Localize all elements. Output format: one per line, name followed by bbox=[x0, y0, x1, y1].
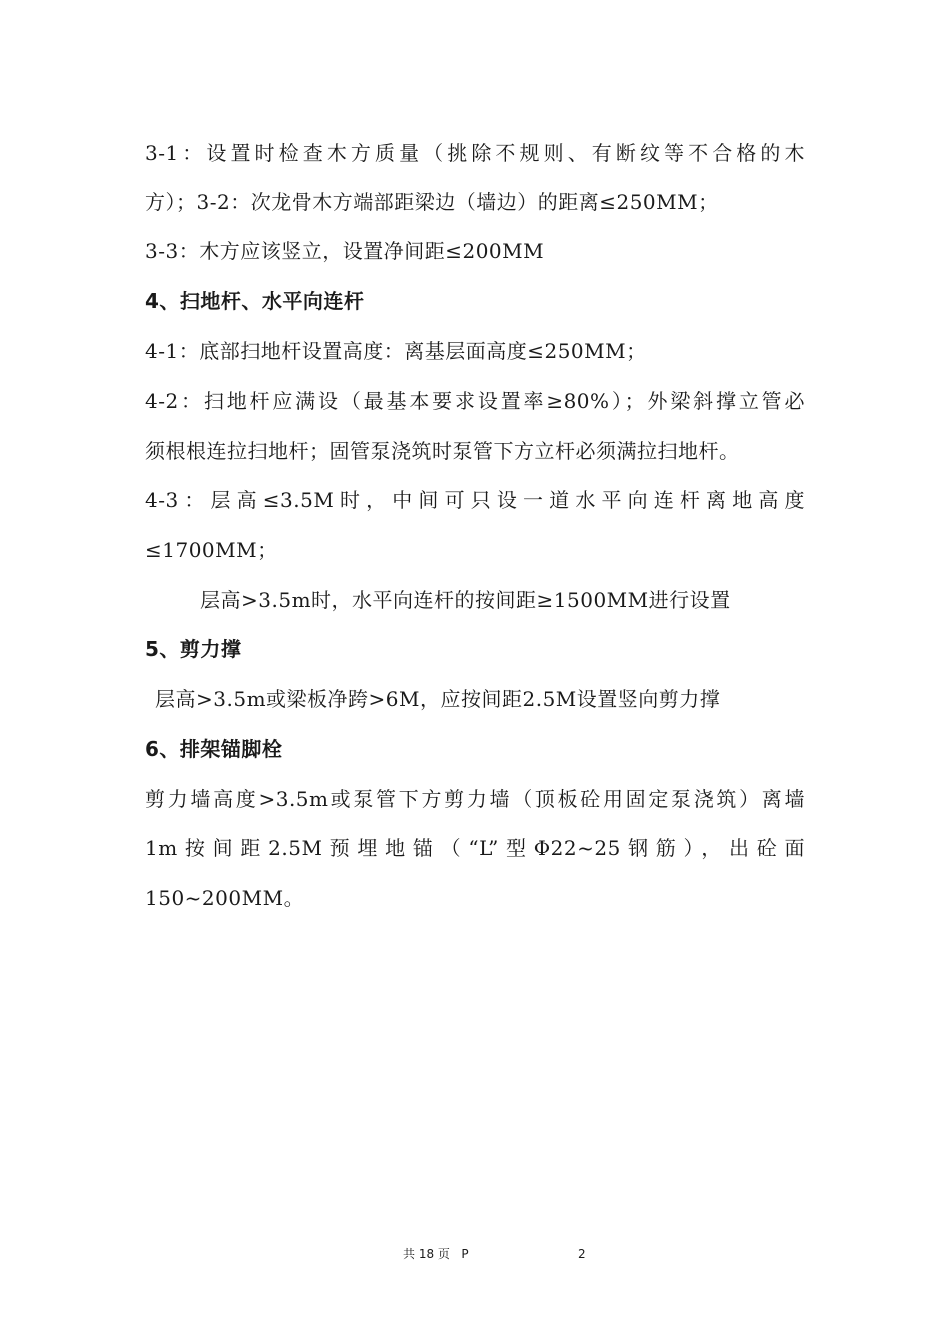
section-heading-5: 5、剪力撑 bbox=[145, 637, 242, 661]
paragraph-5: 层高>3.5m或梁板净跨>6M，应按间距2.5M设置竖向剪力撑 bbox=[155, 687, 721, 711]
paragraph-6-line-3: 150~200MM。 bbox=[145, 886, 305, 910]
section-heading-6: 6、排架锚脚栓 bbox=[145, 737, 283, 761]
paragraph-6-line-2: 1m按间距2.5M预埋地锚（“L”型Φ22~25钢筋），出砼面 bbox=[145, 836, 805, 860]
paragraph-6-line-1: 剪力墙高度>3.5m或泵管下方剪力墙（顶板砼用固定泵浇筑）离墙 bbox=[145, 787, 805, 811]
paragraph-3-3: 3-3：木方应该竖立，设置净间距≤200MM bbox=[145, 239, 545, 263]
footer-page-number: 2 bbox=[578, 1247, 586, 1261]
paragraph-3-1-line-1: 3-1：设置时检查木方质量（挑除不规则、有断纹等不合格的木 bbox=[145, 141, 805, 165]
paragraph-3-1-line-2: 方）；3-2：次龙骨木方端部距梁边（墙边）的距离≤250MM； bbox=[145, 190, 719, 214]
paragraph-4-2-line-2: 须根根连拉扫地杆；固管泵浇筑时泵管下方立杆必须满拉扫地杆。 bbox=[145, 439, 740, 463]
paragraph-4-3-line-2: ≤1700MM； bbox=[145, 538, 278, 562]
section-heading-4: 4、扫地杆、水平向连杆 bbox=[145, 289, 365, 313]
paragraph-4-3-line-1: 4-3：层高≤3.5M时，中间可只设一道水平向连杆离地高度 bbox=[145, 488, 805, 512]
paragraph-4-3-line-3: 层高>3.5m时，水平向连杆的按间距≥1500MM进行设置 bbox=[200, 588, 731, 612]
paragraph-4-1: 4-1：底部扫地杆设置高度：离基层面高度≤250MM； bbox=[145, 339, 647, 363]
paragraph-4-2-line-1: 4-2：扫地杆应满设（最基本要求设置率≥80%）；外梁斜撑立管必 bbox=[145, 389, 805, 413]
footer-page-info: 共 18 页 P bbox=[403, 1247, 469, 1261]
